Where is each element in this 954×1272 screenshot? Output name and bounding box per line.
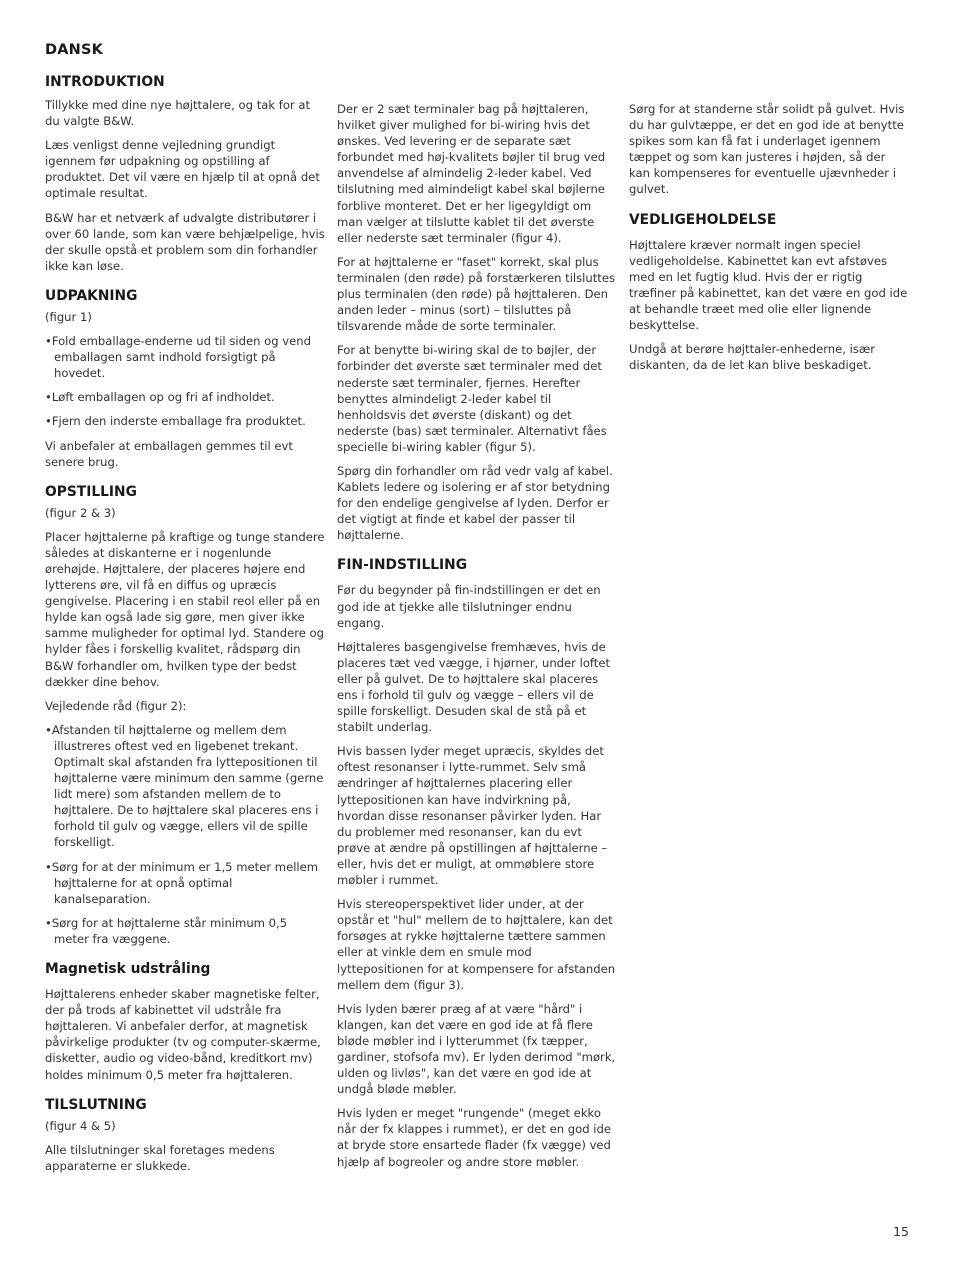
terminals-paragraph-4: Spørg din forhandler om råd vedr valg af kabel. Kablets ledere og isolering er af stor betydning for den endelige gengivelse af lyden. Derfor er det vigtigt at finde et kabel der passer til højttalerne. — [337, 463, 613, 543]
fine-tuning-paragraph-6: Hvis lyden er meget "rungende" (meget ekko når der fx klappes i rummet), er det en god ide at bryde store ensartede flader (fx vægge) ved hjælp af bogreoler og andre store møbler. — [337, 1106, 611, 1169]
setup-bullet-1: •Afstanden til højttalerne og mellem dem illustreres oftest ved en ligebenet trekant. Optimalt skal afstanden fra lyttepositionen til højttalerne være minimum den samme (gerne lidt mere) som afstanden mellem de to højttalere. De to højttalere skal placeres ens i forhold til gulv og vægge, ellers vil de spille forskelligt. — [45, 722, 324, 850]
unpack-bullet-2: •Løft emballagen op og fri af indholdet. — [45, 390, 275, 405]
unpack-figure-ref: (figur 1) — [45, 309, 92, 324]
fine-tuning-heading: FIN-INDSTILLING — [337, 557, 468, 574]
terminals-paragraph-1: Der er 2 sæt terminaler bag på højttaleren, hvilket giver mulighed for bi-wiring hvis det ønskes. Ved levering er de separate sæt forbundet med høj-kvalitets bøjler til brug ved anvendelse af almindelig 2-leder kabel. Ved tilslutning med almindeligt kabel skal bøjlerne forblive monteret. Det er her ligegyldigt om man vælger at tilslutte kablet til det øverste eller nederste sæt terminaler (figur 4). — [337, 102, 606, 245]
intro-paragraph-3: B&W har et netværk af udvalgte distributører i over 60 lande, som kan være behjælpelige, hvis der skulle opstå et problem som din forhandler ikke kan løse. — [45, 210, 325, 273]
setup-bullet-3: •Sørg for at højttalerne står minimum 0,5 meter fra væggene. — [45, 915, 288, 946]
language-heading: DANSK — [45, 42, 104, 58]
maintenance-paragraph-2: Undgå at berøre højttaler-enhederne, især diskanten, da de let kan blive beskadiget. — [629, 342, 876, 373]
unpack-bullet-3: •Fjern den inderste emballage fra produktet. — [45, 414, 306, 429]
setup-figure-ref: (figur 2 & 3) — [45, 505, 116, 520]
setup-paragraph-2: Vejledende råd (figur 2): — [45, 698, 187, 713]
intro-heading: INTRODUKTION — [45, 74, 165, 90]
column-1 — [45, 74, 325, 1182]
maintenance-heading: VEDLIGEHOLDELSE — [629, 211, 777, 228]
stands-paragraph: Sørg for at standerne står solidt på gulvet. Hvis du har gulvtæppe, er det en god ide at benytte spikes som kan få fat i underlaget igennem tæppet og som kan justeres i højden, så der kan kompenseres for eventuelle ujævnheder i gulvet. — [629, 102, 905, 197]
unpack-paragraph: Vi anbefaler at emballagen gemmes til evt senere brug. — [45, 438, 293, 469]
maintenance-paragraph-1: Højttalere kræver normalt ingen speciel vedligeholdelse. Kabinettet kan evt afstøves med en let fugtig klud. Hvis der er rigtig træfiner på kabinettet, kan det være en god ide at behandle træet med olie eller lignende beskyttelse. — [629, 237, 908, 333]
fine-tuning-paragraph-3: Hvis bassen lyder meget upræcis, skyldes det oftest resonanser i lytte-rummet. Selv små ændringer af højttalernes placering eller lyttepositionen kan have indvirkning på, hvordan disse resonanser påvirker lyden. Har du problemer med resonanser, kan du evt prøve at ændre på opstillingen af højttalerne – eller, hvis det er muligt, at ommøblere store møbler i rummet. — [337, 744, 608, 888]
column-2 — [337, 101, 617, 1178]
terminals-paragraph-3: For at benytte bi-wiring skal de to bøjler, der forbinder det øverste sæt terminaler med det nederste sæt terminaler, fjernes. Herefter benyttes almindeligt 2-leder kabel til henholdsvis det øverste (diskant) og det nederste (bas) sæt terminaler. Alternativt fåes specielle bi-wiring kabler (figur 5). — [337, 343, 607, 454]
magnetic-heading: Magnetisk udstråling — [45, 961, 211, 978]
terminals-paragraph-2: For at højttalerne er "faset" korrekt, skal plus terminalen (den røde) på forstærkeren tilsluttes plus terminalen (den røde) på højttaleren. Den anden leder – minus (sort) – tilsluttes på tilsvarende måde de sorte terminaler. — [337, 254, 616, 334]
connection-heading: TILSLUTNING — [45, 1096, 147, 1113]
fine-tuning-paragraph-4: Hvis stereoperspektivet lider under, at der opstår et "hul" mellem de to højttalere, kan det forsøges at rykke højttalerne tættere sammen eller at vinkle dem en smule mod lyttepositionen for at kompensere for afstanden mellem dem (figur 3). — [337, 897, 616, 992]
fine-tuning-paragraph-2: Højttaleres basgengivelse fremhæves, hvis de placeres tæt ved vægge, i hjørner, under loftet eller på gulvet. De to højttalere skal placeres ens i forhold til gulv og vægge – ellers vil de spille forskelligt. Desuden skal de stå på et stabilt underlag. — [337, 639, 611, 735]
setup-heading: OPSTILLING — [45, 483, 137, 500]
unpack-heading: UDPAKNING — [45, 287, 138, 304]
page-number: 15 — [893, 1224, 909, 1239]
fine-tuning-paragraph-5: Hvis lyden bærer præg af at være "hård" i klangen, kan det være en god ide at få flere bløde møbler ind i lytterummet (fx tæpper, gardiner, stofsofa mv). Er lyden derimod "mørk, ulden og livløs", kan det være en god ide at undgå bløde møbler. — [337, 1001, 616, 1097]
magnetic-paragraph: Højttalerens enheder skaber magnetiske felter, der på trods af kabinettet vil udstråle fra højttaleren. Vi anbefaler derfor, at magnetisk påvirkelige produkter (tv og computer-skærme, disketter, audio og video-bånd, kreditkort mv) holdes minimum 0,5 meter fra højttaleren. — [45, 987, 321, 1082]
connection-figure-ref: (figur 4 & 5) — [45, 1118, 116, 1133]
unpack-bullet-1: •Fold emballage-enderne ud til siden og vend emballagen samt indhold forsigtigt på hovedet. — [45, 334, 311, 381]
intro-paragraph-1: Tillykke med dine nye højttalere, og tak for at du valgte B&W. — [45, 98, 311, 129]
connection-paragraph: Alle tilslutninger skal foretages medens apparaterne er slukkede. — [45, 1142, 275, 1173]
intro-paragraph-2: Læs venligst denne vejledning grundigt igennem før udpakning og opstilling af produktet. Det vil være en hjælp til at opnå det optimale resultat. — [45, 138, 320, 201]
fine-tuning-paragraph-1: Før du begynder på fin-indstillingen er det en god ide at tjekke alle tilslutninger endnu engang. — [337, 583, 601, 630]
setup-bullet-2: •Sørg for at der minimum er 1,5 meter mellem højttalerne for at opnå optimal kanalseparation. — [45, 859, 319, 906]
column-3 — [629, 101, 909, 381]
setup-paragraph-1: Placer højttalerne på kraftige og tunge standere således at diskanterne er i nogenlunde ørehøjde. Højttalere, der placeres højere end lytterens øre, vil få en diffus og upræcis gengivelse. Placering i en stabil reol eller på en hylde kan også lade sig gøre, men giver ikke samme muligheder for optimal lyd. Standere og hylder fåes i forskellig kvalitet, rådspørg din B&W forhandler om, hvilken type der bedst dækker dine behov. — [45, 529, 325, 689]
